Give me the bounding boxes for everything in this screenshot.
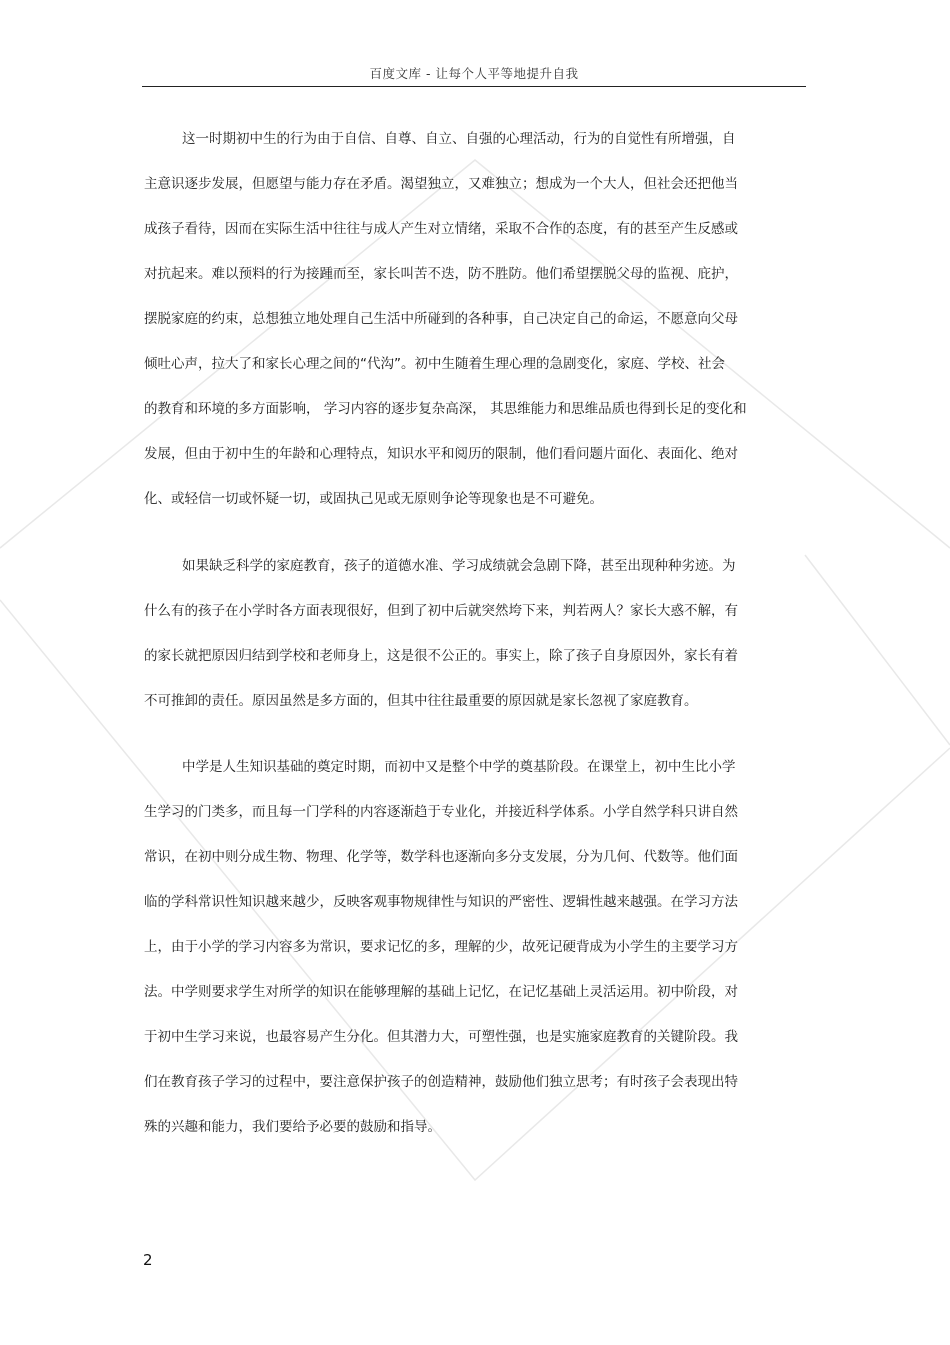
text-line: 上，由于小学的学习内容多为常识，要求记忆的多，理解的少，故死记硬背成为小学生的主要学习方 — [144, 939, 738, 955]
text-line: 这一时期初中生的行为由于自信、自尊、自立、自强的心理活动，行为的自觉性有所增强，自 — [182, 131, 736, 147]
text-line: 摆脱家庭的约束，总想独立地处理自己生活中所碰到的各种事，自己决定自己的命运，不愿意向父母 — [144, 311, 738, 327]
header-divider — [142, 86, 806, 87]
text-line: 法。中学则要求学生对所学的知识在能够理解的基础上记忆，在记忆基础上灵活运用。初中阶段，对 — [144, 984, 738, 1000]
text-line: 不可推卸的责任。原因虽然是多方面的，但其中往往最重要的原因就是家长忽视了家庭教育。 — [144, 693, 698, 709]
text-line: 发展，但由于初中生的年龄和心理特点，知识水平和阅历的限制，他们看问题片面化、表面化、绝对 — [144, 446, 738, 462]
page-number: 2 — [143, 1251, 153, 1269]
text-line: 主意识逐步发展，但愿望与能力存在矛盾。渴望独立，又难独立；想成为一个大人，但社会还把他当 — [144, 176, 738, 192]
text-line: 的家长就把原因归结到学校和老师身上，这是很不公正的。事实上，除了孩子自身原因外，家长有着 — [144, 648, 738, 664]
text-line: 于初中生学习来说，也最容易产生分化。但其潜力大，可塑性强，也是实施家庭教育的关键阶段。我 — [144, 1029, 738, 1045]
page-header: 百度文库 - 让每个人平等地提升自我 — [369, 66, 579, 81]
text-line: 临的学科常识性知识越来越少，反映客观事物规律性与知识的严密性、逻辑性越来越强。在学习方法 — [144, 894, 738, 910]
text-line: 对抗起来。难以预料的行为接踵而至，家长叫苦不迭，防不胜防。他们希望摆脱父母的监视、庇护， — [144, 266, 738, 282]
text-line: 殊的兴趣和能力，我们要给予必要的鼓励和指导。 — [144, 1119, 441, 1135]
text-line: 的教育和环境的多方面影响， 学习内容的逐步复杂高深， 其思维能力和思维品质也得到长足的变化和 — [144, 401, 747, 417]
text-line: 常识，在初中则分成生物、物理、化学等，数学科也逐渐向多分支发展，分为几何、代数等。他们面 — [144, 849, 738, 865]
text-line: 如果缺乏科学的家庭教育，孩子的道德水准、学习成绩就会急剧下降，甚至出现种种劣迹。为 — [182, 558, 736, 574]
text-line: 化、或轻信一切或怀疑一切，或固执己见或无原则争论等现象也是不可避免。 — [144, 491, 603, 507]
text-line: 倾吐心声，拉大了和家长心理之间的“代沟”。初中生随着生理心理的急剧变化，家庭、学校、社会 — [144, 356, 725, 372]
text-line: 什么有的孩子在小学时各方面表现很好，但到了初中后就突然垮下来，判若两人？家长大惑不解，有 — [144, 603, 738, 619]
text-line: 们在教育孩子学习的过程中，要注意保护孩子的创造精神，鼓励他们独立思考；有时孩子会表现出特 — [144, 1074, 738, 1090]
text-line: 中学是人生知识基础的奠定时期，而初中又是整个中学的奠基阶段。在课堂上，初中生比小学 — [182, 759, 736, 775]
text-line: 成孩子看待，因而在实际生活中往往与成人产生对立情绪，采取不合作的态度，有的甚至产生反感或 — [144, 221, 738, 237]
text-line: 生学习的门类多，而且每一门学科的内容逐渐趋于专业化，并接近科学体系。小学自然学科只讲自然 — [144, 804, 738, 820]
